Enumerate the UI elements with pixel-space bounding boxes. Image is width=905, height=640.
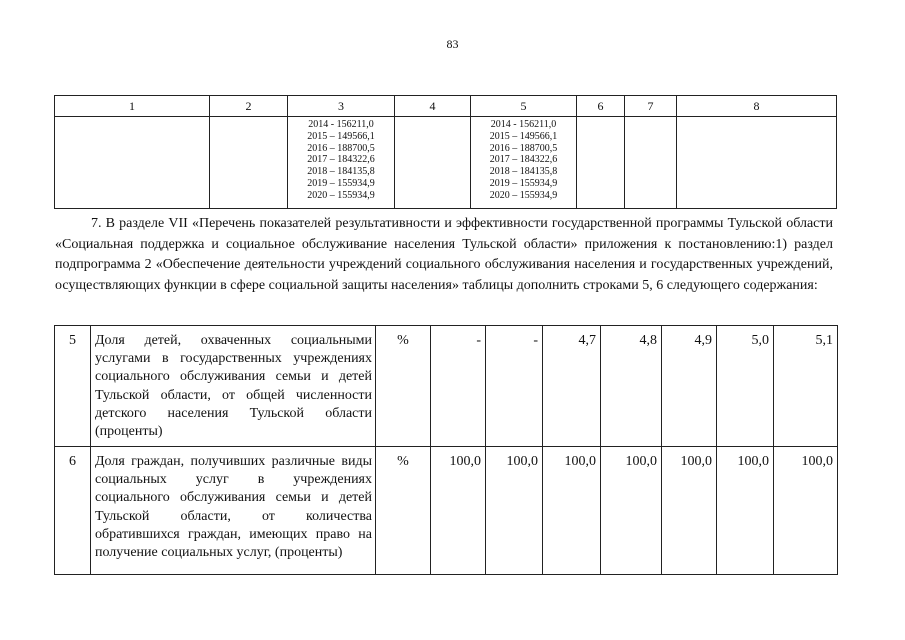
year-value: 2019 – 155934,9 [489,177,558,189]
value-cell: 100,0 [543,447,601,575]
top-table [54,95,837,209]
column-header: 4 [395,96,471,117]
year-value: 2014 - 156211,0 [490,119,557,130]
year-value: 2017 – 184322,6 [489,154,558,166]
row-number: 5 [55,326,91,447]
value-cell: 4,9 [662,326,717,447]
year-value: 2016 – 188700,5 [489,142,558,154]
indicator-name: Доля детей, охваченных социальными услугами в государственных учреждениях социального обслуживания семьи и детей Тульской области, от общей численности детского населения Тульской области (проценты) [91,326,376,447]
value-cell: 100,0 [486,447,543,575]
table-cell [210,117,288,209]
value-cell: - [486,326,543,447]
table-row [55,447,838,575]
table-cell [677,117,837,209]
year-value: 2014 - 156211,0 [308,119,374,130]
value-cell: 4,7 [543,326,601,447]
year-value: 2018 – 184135,8 [307,166,375,178]
column-header: 6 [577,96,625,117]
value-cell: 100,0 [662,447,717,575]
body-paragraph [55,214,833,296]
value-cell: - [431,326,486,447]
table-cell [577,117,625,209]
column-header: 7 [625,96,677,117]
table-cell [395,117,471,209]
paragraph-text: 7. В разделе VII «Перечень показателей результативности и эффективности государственной программы Тульской области «Социальная поддержка и социальное обслуживание населения Тульской области» приложения к постановлению:1) раздел подпрограмма 2 «Обеспечение деятельности учреждений социального обслуживания населения и государственных учреждений, осуществляющих функции в сфере социальной защиты населения» таблицы дополнить строками 5, 6 следующего содержания: [55,216,833,293]
column-header: 1 [55,96,210,117]
header-row [55,96,837,117]
column-header: 2 [210,96,288,117]
column-header: 8 [677,96,837,117]
year-value: 2020 – 155934,9 [489,189,558,201]
table-row [55,326,838,447]
unit-cell: % [376,447,431,575]
value-cell: 100,0 [601,447,662,575]
value-cell: 100,0 [431,447,486,575]
year-value: 2020 – 155934,9 [307,189,375,201]
year-value: 2017 – 184322,6 [307,154,375,166]
page-number: 83 [446,37,459,51]
column-header: 5 [471,96,577,117]
unit-cell: % [376,326,431,447]
value-cell: 100,0 [717,447,774,575]
table-row [55,117,837,209]
year-value: 2018 – 184135,8 [489,166,558,178]
row-number: 6 [55,447,91,575]
value-cell: 4,8 [601,326,662,447]
column-header: 3 [288,96,395,117]
year-values-cell [288,117,395,209]
value-cell: 5,1 [774,326,838,447]
table-cell [625,117,677,209]
year-value: 2016 – 188700,5 [307,142,375,154]
value-cell: 5,0 [717,326,774,447]
year-value: 2019 – 155934,9 [307,177,375,189]
indicator-name: Доля граждан, получивших различные виды социальных услуг в учреждениях социального обслуживания семьи и детей Тульской области, от количества обратившихся граждан, имеющих право на получение социальных услуг, (проценты) [91,447,376,575]
year-value: 2015 – 149566,1 [307,130,375,142]
table-cell [55,117,210,209]
year-values-cell [471,117,577,209]
year-value: 2015 – 149566,1 [489,130,558,142]
value-cell: 100,0 [774,447,838,575]
indicators-table [54,325,838,575]
